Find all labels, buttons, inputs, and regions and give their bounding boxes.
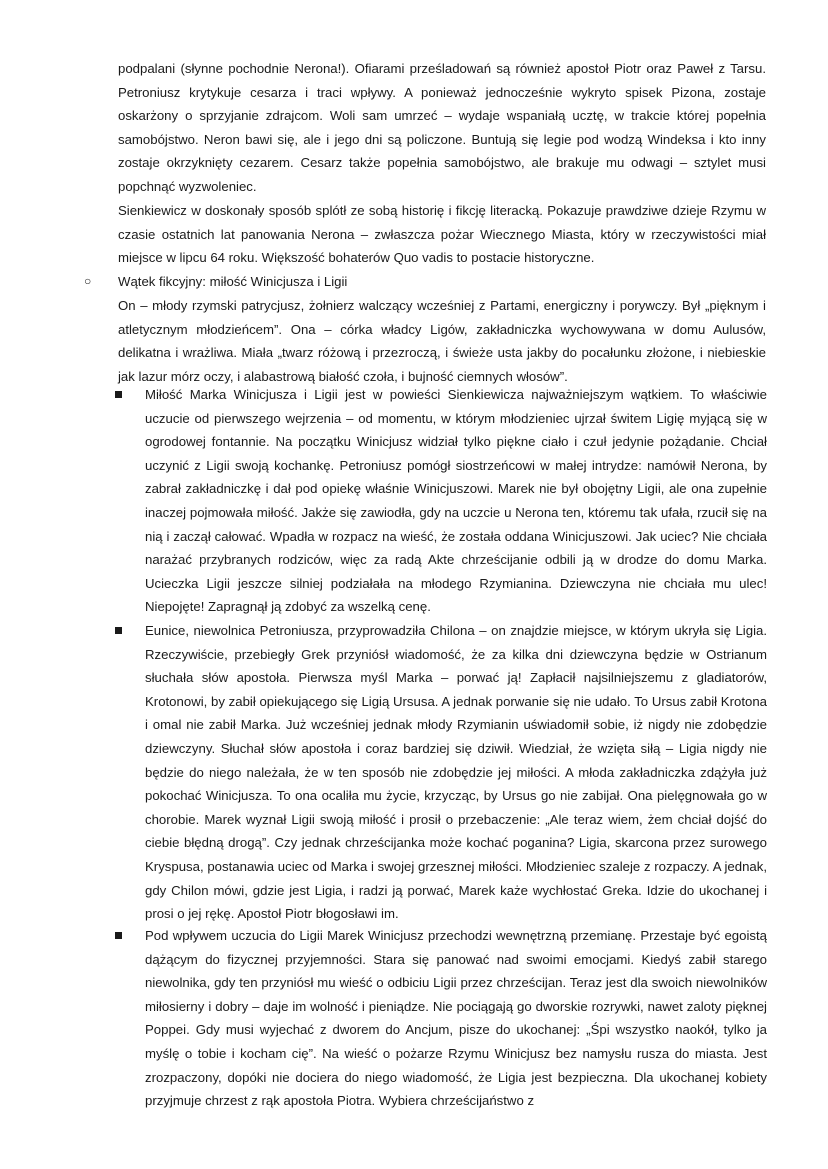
list-item: Eunice, niewolnica Petroniusza, przyprowadziła Chilona – on znajdzie miejsce, w którym ukryła się Ligia. Rzeczywiście, przebiegły Grek przyniósł wiadomość, że za kilka dni dziewczyna będzie w Ostrianum słuchała słów apostoła. Pierwsza myśl Marka – porwać ją! Zapłacił najsilniejszemu z gladiatorów, Krotonowi, by zabił opiekującego się Ligią Ursusa. A jednak porwanie się nie udało. To Ursus zabił Krotona i omal nie zabił Marka. Już wcześniej jednak młody Rzymianin uświadomił sobie, iż nigdy nie zdobędzie dziewczyny. Słuchał słów apostoła i coraz bardziej się dziwił. Wiedział, że wzięta siłą – Ligia nigdy nie będzie do niego należała, że w ten sposób nie zdobędzie jej miłości. A młoda zakładniczka zdążyła już pokochać Winicjusza. To ona ocaliła mu życie, krzycząc, by Ursus go nie zabijał. Ona pielęgnowała go w chorobie. Marek wyznał Ligii swoją miłość i prosił o przebaczenie: „Ale teraz wiem, żem chciał dojść do ciebie błędną drogą”. Czy jednak chrześcijanka może kochać poganina? Ligia, skarcona przez surowego Kryspusa, postanawia uciec od Marka i swojej grzesznej miłości. Młodzieniec szaleje z rozpaczy. A jednak, gdy Chilon mówi, gdzie jest Ligia, i radzi ją porwać, Marek każe wychłostać Greka. Idzie do ukochanej i prosi o jej rękę. Apostoł Piotr błogosławi im. [145, 623, 767, 922]
section-intro: On – młody rzymski patrycjusz, żołnierz walczący wcześniej z Partami, energiczny i porywczy. Był „pięknym i atletycznym młodzieńcem”. Ona – córka władcy Ligów, zakładniczka wychowywana w domu Aulusów, delikatna i wrażliwa. Miała „twarz różową i przezroczą, i świeże usta jakby do pocałunku złożone, i niebieskie jak lazur mórz oczy, i alabastrową białość czoła, i bujność ciemnych włosów”. [118, 298, 766, 384]
square-bullet [115, 391, 122, 398]
list-item: Miłość Marka Winicjusza i Ligii jest w powieści Sienkiewicza najważniejszym wątkiem. To właściwie uczucie od pierwszego wejrzenia – od momentu, w którym młodzieniec ujrzał świtem Ligię myjącą się w ogrodowej fontannie. Na początku Winicjusz widział tylko piękne ciało i czuł jedynie pożądanie. Chciał uczynić z Ligii swoją kochankę. Petroniusz pomógł siostrzeńcowi w małej intrydze: namówił Nerona, by zabrał zakładniczkę i dał pod opiekę właśnie Winicjuszowi. Marek nie był obojętny Ligii, ale ona zupełnie inaczej pojmowała miłość. Jakże się zawiodła, gdy na uczcie u Nerona ten, któremu tak ufała, rzucił się na nią i zaczął całować. Wpadła w rozpacz na wieść, że została oddana Winicjuszowi. Jak uciec? Nie chciała narażać przybranych rodziców, więc za radą Akte chrześcijanie odbili ją w drodze do domu Marka. Ucieczka Ligii jeszcze silniej podziałała na młodego Rzymianina. Dziewczyna nie chciała mu ulec! Niepojęte! Zapragnął ją zdobyć za wszelką cenę. [145, 387, 767, 615]
paragraph-history-fiction: Sienkiewicz w doskonały sposób splótł ze sobą historię i fikcję literacką. Pokazuje prawdziwe dzieje Rzymu w czasie ostatnich lat panowania Nerona – zwłaszcza pożar Wiecznego Miasta, który w rzeczywistości miał miejsce w lipcu 64 roku. Większość bohaterów Quo vadis to postacie historyczne. [118, 203, 766, 266]
square-bullet [115, 627, 122, 634]
paragraph-nero-persecution: podpalani (słynne pochodnie Nerona!). Ofiarami prześladowań są również apostoł Piotr oraz Paweł z Tarsu. Petroniusz krytykuje cesarza i traci wpływy. A ponieważ jednocześnie wykryto spisek Pizona, zostaje oskarżony o sprzyjanie zdrajcom. Woli sam umrzeć – wydaje wspaniałą ucztę, w trakcie której popełnia samobójstwo. Neron bawi się, ale i jego dni są policzone. Buntują się legie pod wodzą Windeksa i kto inny zostaje okrzyknięty cezarem. Cesarz także popełnia samobójstwo, ale brakuje mu odwagi – sztylet musi popchnąć wyzwoleniec. [118, 61, 766, 194]
square-bullet [115, 932, 122, 939]
circle-bullet: ○ [84, 274, 92, 288]
section-title: Wątek fikcyjny: miłość Winicjusza i Ligii [118, 274, 348, 289]
list-item: Pod wpływem uczucia do Ligii Marek Winicjusz przechodzi wewnętrzną przemianę. Przestaje być egoistą dążącym do fizycznej przyjemności. Stara się panować nad swoimi emocjami. Kiedyś zabił starego niewolnika, gdy ten przyniósł mu wieść o odbiciu Ligii przez chrześcijan. Teraz jest dla swoich niewolników miłosierny i dobry – daje im wolność i pieniądze. Nie pociągają go dworskie rozrywki, nawet zaloty pięknej Poppei. Gdy musi wyjechać z dworem do Ancjum, pisze do ukochanej: „Śpi wszystko naokół, tylko ja myślę o tobie i kocham cię”. Na wieść o pożarze Rzymu Winicjusz bez namysłu rusza do miasta. Jest zrozpaczony, dopóki nie dociera do niego wiadomość, że Ligia jest bezpieczna. Dla ukochanej kobiety przyjmuje chrzest z rąk apostoła Piotra. Wybiera chrześcijaństwo z [145, 928, 767, 1109]
